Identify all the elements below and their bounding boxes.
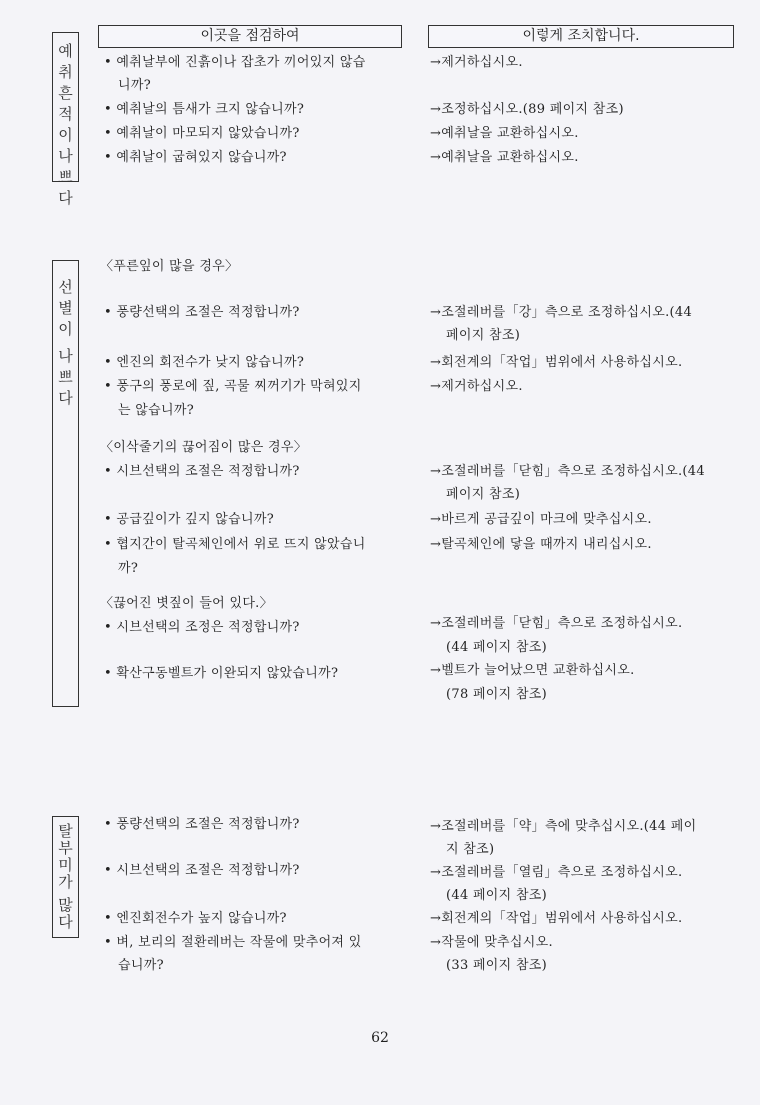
action-item: →조정하십시오.(89 페이지 참조) bbox=[430, 102, 624, 117]
check-item: • 예취날이 마모되지 않았습니까? bbox=[104, 126, 300, 141]
label-char: 탈 bbox=[58, 822, 73, 840]
check-item: • 시브선택의 조절은 적정합니까? bbox=[104, 464, 300, 479]
check-item: • 예취날이 굽혀있지 않습니까? bbox=[104, 150, 287, 165]
action-item: →제거하십시오. bbox=[430, 379, 523, 394]
check-item-cont: 까? bbox=[118, 561, 139, 576]
section-label-sorting bbox=[52, 260, 79, 707]
label-char: 부 bbox=[58, 839, 73, 857]
label-char: 나 bbox=[58, 147, 73, 165]
label-char: 나 bbox=[58, 347, 73, 365]
action-item-cont: 지 참조) bbox=[446, 842, 495, 857]
section-label-unthreshed bbox=[52, 816, 79, 938]
check-item-cont: 는 않습니까? bbox=[118, 403, 194, 418]
check-item: • 시브선택의 조절은 적정합니까? bbox=[104, 863, 300, 878]
check-item: • 예취날부에 진흙이나 잡초가 끼어있지 않습 bbox=[104, 55, 366, 70]
check-item: • 풍구의 풍로에 짚, 곡물 찌꺼기가 막혀있지 bbox=[104, 379, 362, 394]
action-item: →회전계의「작업」범위에서 사용하십시오. bbox=[430, 355, 683, 370]
action-item: →예취날을 교환하십시오. bbox=[430, 150, 579, 165]
label-char: 별 bbox=[58, 299, 73, 317]
label-char: 미 bbox=[58, 856, 73, 874]
action-item-cont: (44 페이지 참조) bbox=[446, 888, 548, 903]
label-char: 적 bbox=[58, 105, 73, 123]
label-char: 쁘 bbox=[58, 368, 73, 386]
action-item-cont: (33 페이지 참조) bbox=[446, 958, 548, 973]
case-heading: 〈끊어진 볏짚이 들어 있다.〉 bbox=[100, 596, 273, 611]
label-char: 다 bbox=[58, 189, 73, 207]
action-item-cont: 페이지 참조) bbox=[446, 487, 521, 502]
action-item: →작물에 맞추십시오. bbox=[430, 935, 553, 950]
action-item: →탈곡체인에 닿을 때까지 내리십시오. bbox=[430, 537, 652, 552]
action-item: →제거하십시오. bbox=[430, 55, 523, 70]
check-item: • 풍량선택의 조절은 적정합니까? bbox=[104, 305, 300, 320]
check-item-cont: 습니까? bbox=[118, 958, 164, 973]
label-char: 취 bbox=[58, 63, 73, 81]
label-char: 이 bbox=[58, 320, 73, 338]
label-char: 선 bbox=[58, 278, 73, 296]
label-char: 이 bbox=[58, 126, 73, 144]
check-item: • 엔진회전수가 높지 않습니까? bbox=[104, 911, 287, 926]
check-header: 이곳을 점검하여 bbox=[98, 25, 402, 48]
action-item: →조절레버를「열림」측으로 조정하십시오. bbox=[430, 865, 683, 880]
check-item: • 풍량선택의 조절은 적정합니까? bbox=[104, 817, 300, 832]
check-item-cont: 니까? bbox=[118, 78, 151, 93]
check-item: • 협지간이 탈곡체인에서 위로 뜨지 않았습니 bbox=[104, 537, 366, 552]
case-heading: 〈푸른잎이 많을 경우〉 bbox=[100, 259, 239, 274]
action-item: →회전계의「작업」범위에서 사용하십시오. bbox=[430, 911, 683, 926]
check-item: • 엔진의 회전수가 낮지 않습니까? bbox=[104, 355, 305, 370]
label-char: 많 bbox=[58, 896, 73, 914]
action-item-cont: 페이지 참조) bbox=[446, 328, 521, 343]
action-item: →조절레버를「강」측으로 조정하십시오.(44 bbox=[430, 305, 693, 320]
label-char: 다 bbox=[58, 913, 73, 931]
page-number: 62 bbox=[371, 1030, 389, 1046]
action-header: 이렇게 조치합니다. bbox=[428, 25, 734, 48]
action-item: →조절레버를「약」측에 맞추십시오.(44 페이 bbox=[430, 819, 697, 834]
section-label-cutting-trace bbox=[52, 32, 79, 207]
check-item: • 확산구동벨트가 이완되지 않았습니까? bbox=[104, 666, 339, 681]
action-item-cont: (44 페이지 참조) bbox=[446, 640, 548, 655]
case-heading: 〈이삭줄기의 끊어짐이 많은 경우〉 bbox=[100, 440, 308, 455]
action-item-cont: (78 페이지 참조) bbox=[446, 687, 548, 702]
check-item: • 벼, 보리의 절환레버는 작물에 맞추어져 있 bbox=[104, 935, 362, 950]
label-char: 다 bbox=[58, 389, 73, 407]
check-item: • 시브선택의 조정은 적정합니까? bbox=[104, 620, 300, 635]
action-item: →바르게 공급깊이 마크에 맞추십시오. bbox=[430, 512, 652, 527]
label-char: 쁘 bbox=[58, 168, 73, 186]
action-item: →조절레버를「닫힘」측으로 조정하십시오.(44 bbox=[430, 464, 705, 479]
action-item: →벨트가 늘어났으면 교환하십시오. bbox=[430, 663, 635, 678]
label-char: 흔 bbox=[58, 84, 73, 102]
label-char: 가 bbox=[58, 873, 73, 891]
label-char: 예 bbox=[58, 42, 73, 60]
action-item: →예취날을 교환하십시오. bbox=[430, 126, 579, 141]
check-item: • 예취날의 틈새가 크지 않습니까? bbox=[104, 102, 305, 117]
check-item: • 공급깊이가 깊지 않습니까? bbox=[104, 512, 274, 527]
action-item: →조절레버를「닫힘」측으로 조정하십시오. bbox=[430, 616, 683, 631]
